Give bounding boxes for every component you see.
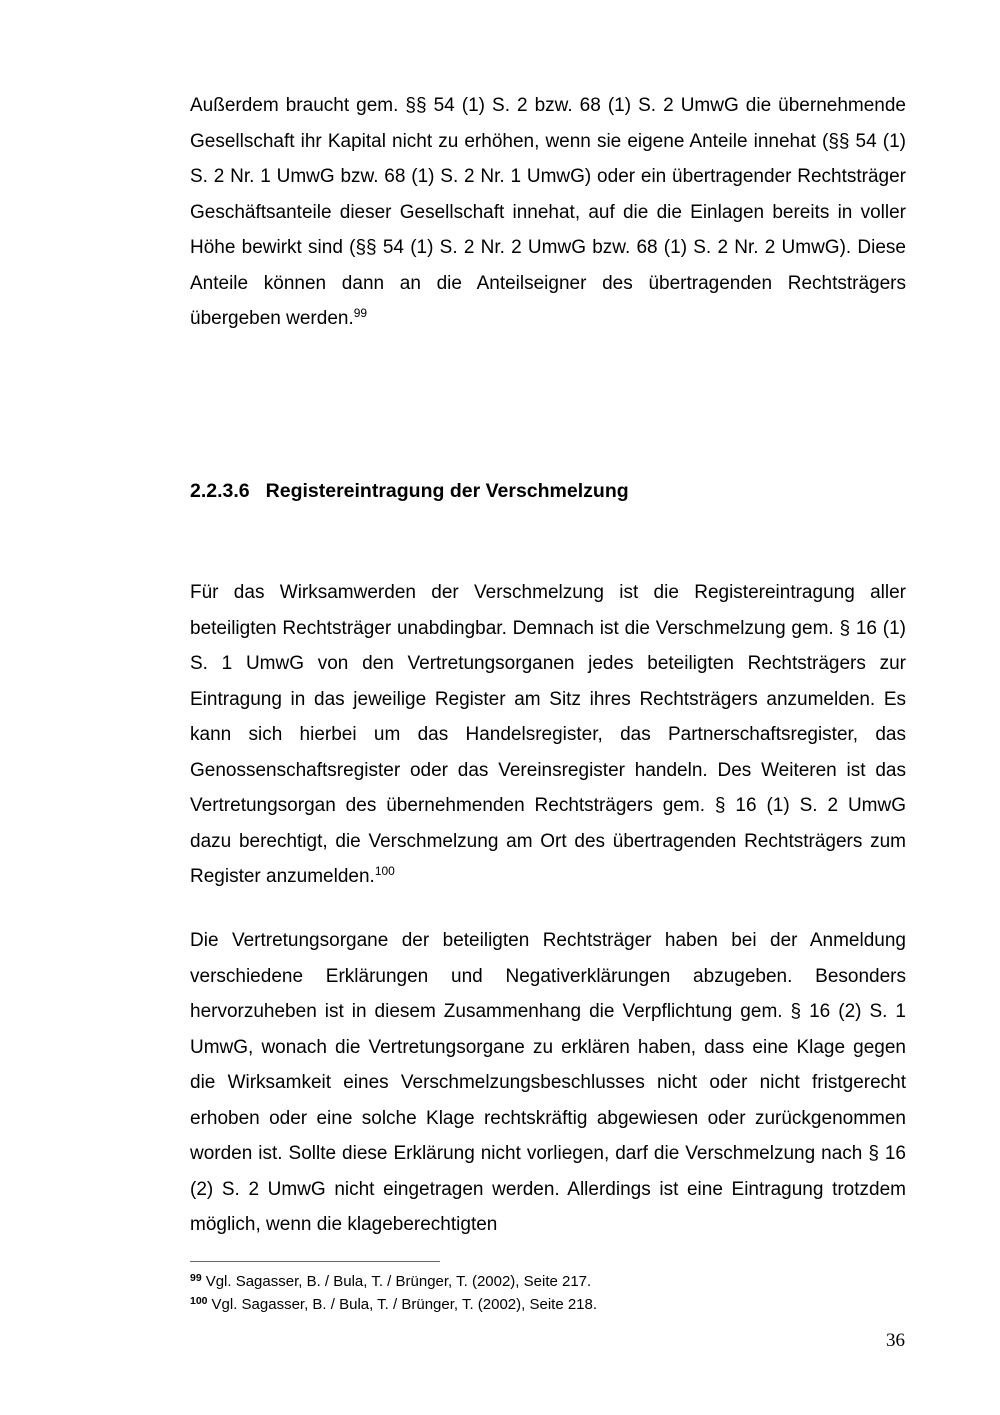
- footnote-99-marker: 99: [190, 1272, 202, 1284]
- footnote-100-marker: 100: [190, 1295, 208, 1307]
- page-number: 36: [886, 1330, 905, 1351]
- footnote-separator-rule: [190, 1261, 440, 1262]
- section-heading-number: 2.2.3.6: [190, 480, 250, 502]
- paragraph-declarations-text: Die Vertretungsorgane der beteiligten Rechtsträger haben bei der Anmeldung verschiedene Erklärungen und Negativerklärungen abzugeben. Besonders hervorzuheben ist in diesem Zusammenhang die Verpflichtung gem. § 16 (2) S. 1 UmwG, wonach die Vertretungsorgane zu erklären haben, dass eine Klage gegen die Wirksamkeit eines Verschmelzungsbeschlusses nicht oder nicht fristgerecht erhoben oder eine solche Klage rechtskräftig abgewiesen oder zurückgenommen worden ist. Sollte diese Erklärung nicht vorliegen, darf die Verschmelzung nach § 16 (2) S. 2 UmwG nicht eingetragen werden. Allerdings ist eine Eintragung trotzdem möglich, wenn die klageberechtigten: [190, 930, 906, 1235]
- footnote-99: [190, 1270, 906, 1293]
- footnote-100-text: Vgl. Sagasser, B. / Bula, T. / Brünger, T. (2002), Seite 218.: [211, 1296, 598, 1313]
- footnote-100: [190, 1293, 906, 1316]
- paragraph-register-entry-text: Für das Wirksamwerden der Verschmelzung ist die Registereintragung aller beteiligten Rechtsträger unabdingbar. Demnach ist die Verschmelzung gem. § 16 (1) S. 1 UmwG von den Vertretungsorganen jedes beteiligten Rechtsträgers zur Eintragung in das jeweilige Register am Sitz ihres Rechtsträgers anzumelden. Es kann sich hierbei um das Handelsregister, das Partnerschaftsregister, das Genossenschaftsregister oder das Vereinsregister handeln. Des Weiteren ist das Vertretungsorgan des übernehmenden Rechtsträgers gem. § 16 (1) S. 2 UmwG dazu berechtigt, die Verschmelzung am Ort des übertragenden Rechtsträgers zum Register anzumelden.: [190, 582, 906, 887]
- section-heading: [190, 479, 906, 503]
- footnotes-area: [190, 1270, 906, 1316]
- section-heading-title: Registereintragung der Verschmelzung: [265, 480, 629, 502]
- paragraph-merger-capital: [190, 88, 906, 337]
- footnote-ref-100: 100: [374, 864, 395, 878]
- paragraph-declarations: [190, 923, 906, 1243]
- footnote-99-text: Vgl. Sagasser, B. / Bula, T. / Brünger, T. (2002), Seite 217.: [205, 1273, 592, 1290]
- paragraph-merger-capital-text: Außerdem braucht gem. §§ 54 (1) S. 2 bzw. 68 (1) S. 2 UmwG die übernehmende Gesellschaft ihr Kapital nicht zu erhöhen, wenn sie eigene Anteile innehat (§§ 54 (1) S. 2 Nr. 1 UmwG bzw. 68 (1) S. 2 Nr. 1 UmwG) oder ein übertragender Rechtsträger Geschäftsanteile dieser Gesellschaft innehat, auf die die Einlagen bereits in voller Höhe bewirkt sind (§§ 54 (1) S. 2 Nr. 2 UmwG bzw. 68 (1) S. 2 Nr. 2 UmwG). Diese Anteile können dann an die Anteilseigner des übertragenden Rechtsträgers übergeben werden.: [190, 95, 906, 329]
- footnote-ref-99: 99: [353, 306, 368, 320]
- paragraph-register-entry: [190, 575, 906, 895]
